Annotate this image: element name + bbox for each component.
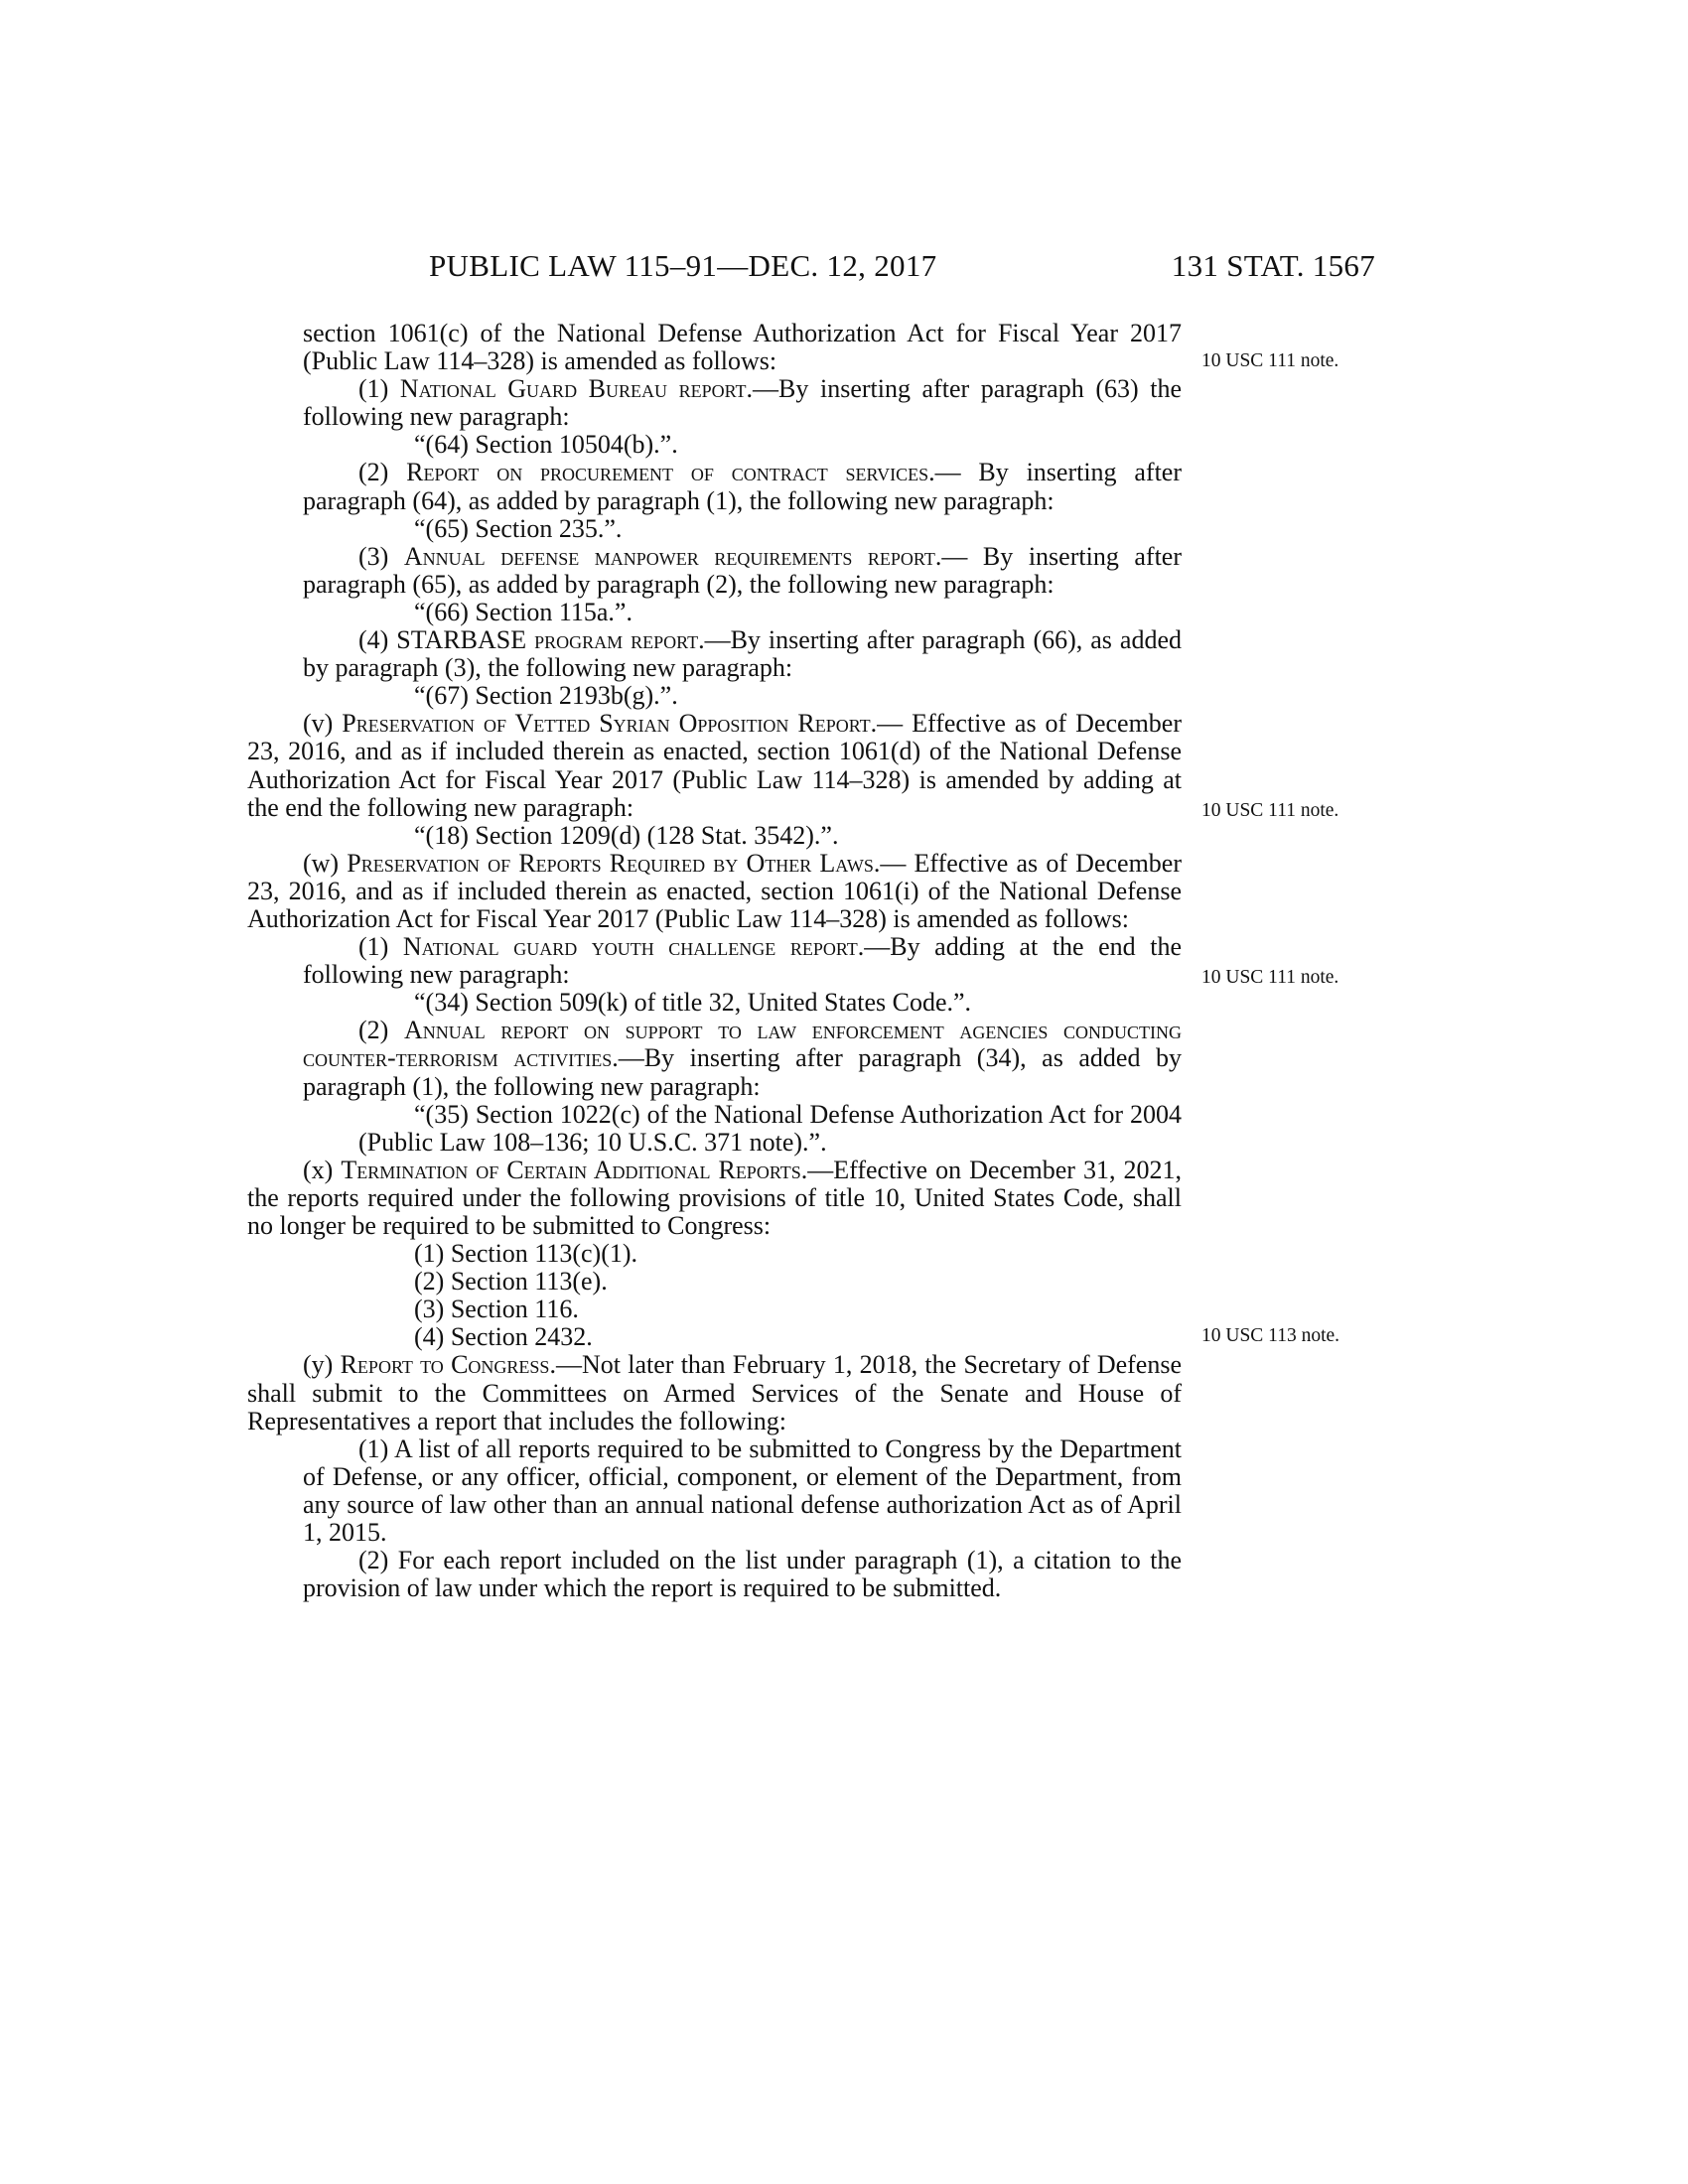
statute-body (247, 319, 1183, 1603)
list-item: (3) Section 116. (414, 1295, 579, 1324)
paragraph-heading: program report. (534, 625, 705, 655)
subsection-heading: Preservation of Vetted Syrian Opposition Report. (342, 709, 878, 739)
paragraph-heading: Annual defense manpower requirements report. (403, 541, 942, 571)
subsection-x: (x) Termination of Certain Additional Reports.—Effective on December 31, 2021, the reports required under the following provisions of title 10, United States Code, shall no longer be required to be submitted to Congress: (247, 1155, 1182, 1240)
subsection-heading: Report to Congress. (340, 1350, 556, 1380)
paragraph-heading: Annual report on support to law enforcement agencies conducting counter-terrorism activities. (303, 1016, 1182, 1073)
paragraph-w2: (2) Annual report on support to law enforcement agencies conducting counter-terrorism activities.—By inserting after paragraph (34), as added by paragraph (1), the following new paragraph: (303, 1016, 1183, 1101)
paragraph-heading: National guard youth challenge report. (402, 932, 865, 962)
quoted-paragraph: “(64) Section 10504(b).”. (414, 430, 678, 460)
quoted-paragraph: “(18) Section 1209(d) (128 Stat. 3542).”. (414, 820, 839, 850)
paragraph-2: (2) Report on procurement of contract services.— By inserting after paragraph (64), as added by paragraph (1), the following new paragraph: (303, 458, 1182, 515)
running-head-title: PUBLIC LAW 115–91—DEC. 12, 2017 (429, 248, 937, 283)
paragraph-4: (4) STARBASE program report.—By inserting after paragraph (66), as added by paragraph (3), the following new paragraph: (303, 625, 1182, 683)
paragraph-w1: (1) National guard youth challenge report.—By adding at the end the following new paragraph: (303, 932, 1182, 990)
intro-paragraph: section 1061(c) of the National Defense Authorization Act for Fiscal Year 2017 (Public Law 114–328) is amended as follows: (303, 319, 1182, 376)
subsection-heading: Preservation of Reports Required by Other Laws. (347, 848, 881, 878)
quoted-paragraph: “(35) Section 1022(c) of the National Defense Authorization Act for 2004 (Public Law 108–136; 10 U.S.C. 371 note).”. (358, 1099, 1182, 1157)
paragraph-1: (1) National Guard Bureau report.—By inserting after paragraph (63) the following new paragraph: (303, 374, 1182, 432)
margin-note: 10 USC 111 note. (1201, 800, 1339, 821)
page-number: 131 STAT. 1567 (1171, 248, 1375, 283)
quoted-paragraph: “(67) Section 2193b(g).”. (414, 681, 678, 711)
list-item: (4) Section 2432. (414, 1322, 593, 1352)
subsection-w: (w) Preservation of Reports Required by Other Laws.— Effective as of December 23, 2016, and as if included therein as enacted, section 1061(i) of the National Defense Authorization Act for Fiscal Year 2017 (Public Law 114–328) is amended as follows: (247, 848, 1183, 933)
paragraph-heading: National Guard Bureau report. (399, 374, 754, 404)
quoted-paragraph: “(65) Section 235.”. (414, 513, 623, 543)
paragraph-y1: (1) A list of all reports required to be submitted to Congress by the Department of Defense, or any officer, official, component, or element of the Department, from any source of law other than an annual national defense authorization Act as of April 1, 2015. (303, 1433, 1182, 1548)
page-header (303, 248, 1375, 298)
margin-note: 10 USC 111 note. (1201, 967, 1339, 988)
paragraph-y2: (2) For each report included on the list under paragraph (1), a citation to the provision of law under which the report is required to be submitted. (303, 1546, 1182, 1603)
list-item: (1) Section 113(c)(1). (414, 1239, 638, 1269)
margin-note: 10 USC 111 note. (1201, 350, 1339, 371)
quoted-paragraph: “(66) Section 115a.”. (414, 597, 633, 626)
subsection-heading: Termination of Certain Additional Reports. (341, 1155, 808, 1184)
quoted-paragraph: “(34) Section 509(k) of title 32, United States Code.”. (414, 988, 972, 1018)
list-item: (2) Section 113(e). (414, 1267, 608, 1297)
margin-note: 10 USC 113 note. (1201, 1325, 1340, 1346)
subsection-y: (y) Report to Congress.—Not later than February 1, 2018, the Secretary of Defense shall submit to the Committees on Armed Services of the Senate and House of Representatives a report that includes the following: (247, 1350, 1182, 1435)
paragraph-3: (3) Annual defense manpower requirements report.— By inserting after paragraph (65), as added by paragraph (2), the following new paragraph: (303, 541, 1182, 599)
subsection-v: (v) Preservation of Vetted Syrian Opposition Report.— Effective as of December 23, 2016, and as if included therein as enacted, section 1061(d) of the National Defense Authorization Act for Fiscal Year 2017 (Public Law 114–328) is amended by adding at the end the following new paragraph: (247, 709, 1182, 822)
paragraph-heading: Report on procurement of contract services. (406, 458, 935, 487)
